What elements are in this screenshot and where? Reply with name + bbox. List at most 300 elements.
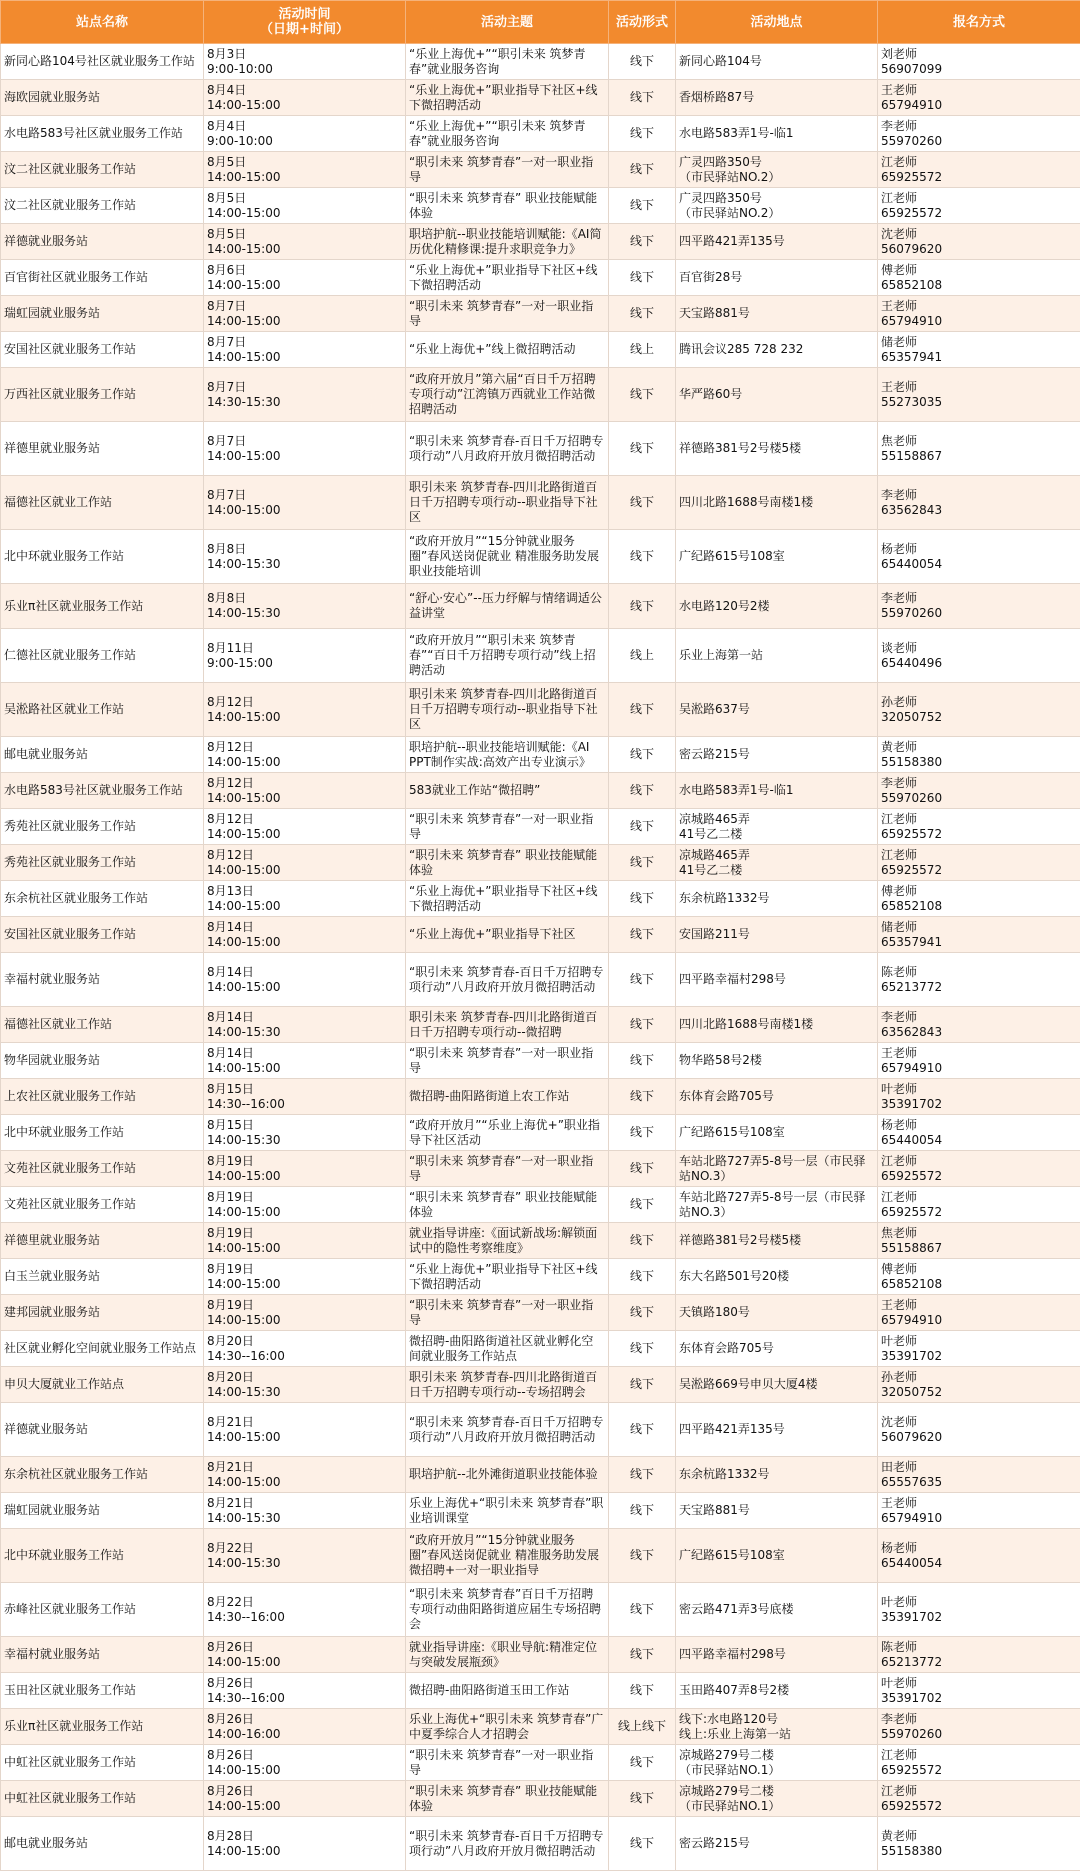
table-row	[1, 476, 1080, 530]
cell-activity-time: 8月5日 14:00-15:00	[204, 152, 406, 188]
cell-signup-method: 江老师 65925572	[878, 1151, 1080, 1187]
cell-activity-form: 线下	[609, 1079, 676, 1115]
table-row	[1, 1493, 1080, 1529]
cell-activity-place: 广灵四路350号 （市民驿站NO.2）	[676, 188, 878, 224]
cell-activity-theme: “职引未来 筑梦青春”一对一职业指导	[406, 1043, 609, 1079]
table-row	[1, 1529, 1080, 1583]
cell-activity-place: 密云路471弄3号底楼	[676, 1583, 878, 1637]
cell-activity-theme: “职引未来 筑梦青春” 职业技能赋能体验	[406, 188, 609, 224]
table-row	[1, 368, 1080, 422]
cell-activity-theme: “职引未来 筑梦青春”一对一职业指导	[406, 809, 609, 845]
cell-activity-theme: “职引未来 筑梦青春-百日千万招聘专项行动”八月政府开放月微招聘活动	[406, 953, 609, 1007]
cell-signup-method: 江老师 65925572	[878, 1781, 1080, 1817]
cell-activity-theme: 职引未来 筑梦青春-四川北路街道百日千万招聘专项行动--专场招聘会	[406, 1367, 609, 1403]
cell-activity-form: 线下	[609, 1295, 676, 1331]
table-row	[1, 260, 1080, 296]
cell-station-name: 建邦园就业服务站	[1, 1295, 204, 1331]
cell-activity-form: 线下	[609, 1457, 676, 1493]
cell-activity-place: 华严路60号	[676, 368, 878, 422]
cell-activity-time: 8月15日 14:30--16:00	[204, 1079, 406, 1115]
cell-signup-method: 傅老师 65852108	[878, 260, 1080, 296]
cell-station-name: 社区就业孵化空间就业服务工作站点	[1, 1331, 204, 1367]
cell-activity-time: 8月19日 14:00-15:00	[204, 1259, 406, 1295]
cell-activity-time: 8月26日 14:00-15:00	[204, 1637, 406, 1673]
cell-activity-form: 线下	[609, 296, 676, 332]
table-row	[1, 1295, 1080, 1331]
cell-activity-theme: 微招聘-曲阳路街道上农工作站	[406, 1079, 609, 1115]
cell-activity-form: 线下	[609, 809, 676, 845]
cell-activity-place: 车站北路727弄5-8号一层（市民驿站NO.3）	[676, 1187, 878, 1223]
cell-activity-theme: “职引未来 筑梦青春”一对一职业指导	[406, 1151, 609, 1187]
cell-activity-time: 8月12日 14:00-15:00	[204, 845, 406, 881]
cell-activity-place: 车站北路727弄5-8号一层（市民驿站NO.3）	[676, 1151, 878, 1187]
cell-activity-place: 四平路421弄135号	[676, 224, 878, 260]
cell-signup-method: 李老师 55970260	[878, 584, 1080, 629]
table-row	[1, 1331, 1080, 1367]
cell-activity-place: 凉城路465弄 41号乙二楼	[676, 845, 878, 881]
table-row	[1, 1079, 1080, 1115]
cell-activity-form: 线下	[609, 917, 676, 953]
table-row	[1, 116, 1080, 152]
cell-station-name: 安国社区就业服务工作站	[1, 332, 204, 368]
table-row	[1, 1259, 1080, 1295]
cell-activity-time: 8月7日 14:30-15:30	[204, 368, 406, 422]
cell-activity-theme: “政府开放月”第六届“百日千万招聘专项行动”江湾镇万西就业工作站微招聘活动	[406, 368, 609, 422]
cell-signup-method: 江老师 65925572	[878, 1187, 1080, 1223]
cell-signup-method: 江老师 65925572	[878, 845, 1080, 881]
cell-signup-method: 王老师 65794910	[878, 1493, 1080, 1529]
cell-activity-time: 8月19日 14:00-15:00	[204, 1223, 406, 1259]
cell-activity-form: 线下	[609, 1151, 676, 1187]
cell-station-name: 乐业π社区就业服务工作站	[1, 584, 204, 629]
cell-signup-method: 江老师 65925572	[878, 188, 1080, 224]
cell-activity-theme: 583就业工作站“微招聘”	[406, 773, 609, 809]
cell-activity-place: 腾讯会议285 728 232	[676, 332, 878, 368]
cell-signup-method: 江老师 65925572	[878, 809, 1080, 845]
cell-activity-theme: 微招聘-曲阳路街道社区就业孵化空间就业服务工作站点	[406, 1331, 609, 1367]
table-row	[1, 881, 1080, 917]
cell-station-name: 赤峰社区就业服务工作站	[1, 1583, 204, 1637]
table-body	[1, 44, 1080, 1871]
cell-activity-theme: “职引未来 筑梦青春”一对一职业指导	[406, 1295, 609, 1331]
cell-activity-theme: 就业指导讲座:《职业导航:精准定位与突破发展瓶颈》	[406, 1637, 609, 1673]
cell-activity-theme: 职培护航--职业技能培训赋能:《AI PPT制作实战:高效产出专业演示》	[406, 737, 609, 773]
cell-activity-form: 线下	[609, 1745, 676, 1781]
cell-activity-time: 8月14日 14:00-15:00	[204, 1043, 406, 1079]
cell-activity-theme: 乐业上海优+“职引未来 筑梦青春”广中夏季综合人才招聘会	[406, 1709, 609, 1745]
header-activity-place: 活动地点	[676, 1, 878, 44]
cell-signup-method: 孙老师 32050752	[878, 1367, 1080, 1403]
cell-activity-theme: “职引未来 筑梦青春-百日千万招聘专项行动”八月政府开放月微招聘活动	[406, 1817, 609, 1871]
cell-signup-method: 田老师 65557635	[878, 1457, 1080, 1493]
cell-station-name: 中虹社区就业服务工作站	[1, 1745, 204, 1781]
cell-activity-form: 线下	[609, 1187, 676, 1223]
header-activity-theme: 活动主题	[406, 1, 609, 44]
cell-activity-form: 线下	[609, 737, 676, 773]
cell-station-name: 水电路583号社区就业服务工作站	[1, 773, 204, 809]
table-row	[1, 809, 1080, 845]
cell-station-name: 祥德里就业服务站	[1, 1223, 204, 1259]
table-row	[1, 1457, 1080, 1493]
cell-activity-time: 8月4日 9:00-10:00	[204, 116, 406, 152]
cell-activity-theme: “职引未来 筑梦青春” 职业技能赋能体验	[406, 1187, 609, 1223]
cell-activity-place: 百官街28号	[676, 260, 878, 296]
cell-station-name: 秀苑社区就业服务工作站	[1, 809, 204, 845]
cell-activity-place: 水电路583弄1号-临1	[676, 773, 878, 809]
cell-activity-form: 线下	[609, 1007, 676, 1043]
cell-activity-place: 天宝路881号	[676, 296, 878, 332]
cell-activity-time: 8月7日 14:00-15:00	[204, 332, 406, 368]
cell-activity-form: 线下	[609, 1673, 676, 1709]
cell-station-name: 瑞虹园就业服务站	[1, 296, 204, 332]
cell-station-name: 吴淞路社区就业工作站	[1, 683, 204, 737]
cell-activity-form: 线上	[609, 629, 676, 683]
cell-activity-place: 四平路幸福村298号	[676, 1637, 878, 1673]
cell-activity-form: 线下	[609, 44, 676, 80]
table-row	[1, 1637, 1080, 1673]
cell-activity-form: 线下	[609, 1637, 676, 1673]
table-row	[1, 44, 1080, 80]
cell-signup-method: 沈老师 56079620	[878, 224, 1080, 260]
cell-activity-theme: “职引未来 筑梦青春-百日千万招聘专项行动”八月政府开放月微招聘活动	[406, 422, 609, 476]
table-row	[1, 683, 1080, 737]
cell-activity-form: 线下	[609, 224, 676, 260]
cell-signup-method: 叶老师 35391702	[878, 1583, 1080, 1637]
cell-activity-place: 密云路215号	[676, 1817, 878, 1871]
cell-activity-place: 水电路120号2楼	[676, 584, 878, 629]
table-row	[1, 1115, 1080, 1151]
cell-activity-time: 8月14日 14:00-15:30	[204, 1007, 406, 1043]
cell-activity-place: 天镇路180号	[676, 1295, 878, 1331]
cell-activity-place: 乐业上海第一站	[676, 629, 878, 683]
cell-signup-method: 李老师 55970260	[878, 116, 1080, 152]
cell-signup-method: 李老师 63562843	[878, 1007, 1080, 1043]
cell-signup-method: 叶老师 35391702	[878, 1331, 1080, 1367]
cell-activity-theme: 职培护航--北外滩街道职业技能体验	[406, 1457, 609, 1493]
cell-signup-method: 焦老师 55158867	[878, 422, 1080, 476]
cell-activity-form: 线下	[609, 188, 676, 224]
cell-activity-time: 8月26日 14:30--16:00	[204, 1673, 406, 1709]
cell-signup-method: 叶老师 35391702	[878, 1079, 1080, 1115]
cell-activity-place: 广纪路615号108室	[676, 1115, 878, 1151]
cell-activity-place: 四川北路1688号南楼1楼	[676, 1007, 878, 1043]
cell-activity-form: 线下	[609, 1223, 676, 1259]
cell-activity-place: 东体育会路705号	[676, 1331, 878, 1367]
cell-station-name: 祥德就业服务站	[1, 1403, 204, 1457]
cell-activity-form: 线下	[609, 1781, 676, 1817]
cell-station-name: 瑞虹园就业服务站	[1, 1493, 204, 1529]
table-row	[1, 1817, 1080, 1871]
cell-station-name: 白玉兰就业服务站	[1, 1259, 204, 1295]
table-row	[1, 152, 1080, 188]
cell-activity-form: 线下	[609, 1817, 676, 1871]
table-row	[1, 1151, 1080, 1187]
cell-station-name: 汶二社区就业服务工作站	[1, 188, 204, 224]
cell-activity-time: 8月28日 14:00-15:00	[204, 1817, 406, 1871]
cell-activity-form: 线下	[609, 1493, 676, 1529]
cell-activity-theme: “政府开放月”“15分钟就业服务圈”春风送岗促就业 精准服务助发展职业技能培训	[406, 530, 609, 584]
table-row	[1, 917, 1080, 953]
cell-station-name: 乐业π社区就业服务工作站	[1, 1709, 204, 1745]
table-row	[1, 224, 1080, 260]
cell-signup-method: 傅老师 65852108	[878, 881, 1080, 917]
cell-activity-theme: “乐业上海优+”“职引未来 筑梦青春”就业服务咨询	[406, 116, 609, 152]
cell-station-name: 幸福村就业服务站	[1, 953, 204, 1007]
cell-activity-time: 8月8日 14:00-15:30	[204, 530, 406, 584]
cell-activity-time: 8月12日 14:00-15:00	[204, 773, 406, 809]
header-row	[1, 1, 1080, 44]
cell-activity-theme: 职引未来 筑梦青春-四川北路街道百日千万招聘专项行动--微招聘	[406, 1007, 609, 1043]
cell-activity-form: 线下	[609, 260, 676, 296]
cell-station-name: 新同心路104号社区就业服务工作站	[1, 44, 204, 80]
cell-activity-form: 线下	[609, 683, 676, 737]
cell-activity-form: 线下	[609, 881, 676, 917]
cell-activity-place: 线下:水电路120号 线上:乐业上海第一站	[676, 1709, 878, 1745]
cell-station-name: 百官街社区就业服务工作站	[1, 260, 204, 296]
cell-activity-form: 线下	[609, 422, 676, 476]
cell-activity-theme: “政府开放月”“职引未来 筑梦青春”“百日千万招聘专项行动”线上招聘活动	[406, 629, 609, 683]
cell-signup-method: 储老师 65357941	[878, 332, 1080, 368]
cell-activity-place: 凉城路465弄 41号乙二楼	[676, 809, 878, 845]
cell-activity-place: 东大名路501号20楼	[676, 1259, 878, 1295]
cell-activity-form: 线下	[609, 1331, 676, 1367]
cell-activity-theme: 就业指导讲座:《面试新战场:解锁面试中的隐性考察维度》	[406, 1223, 609, 1259]
header-activity-form: 活动形式	[609, 1, 676, 44]
cell-activity-theme: 职培护航--职业技能培训赋能:《AI简历优化精修课:提升求职竞争力》	[406, 224, 609, 260]
cell-activity-time: 8月12日 14:00-15:00	[204, 809, 406, 845]
cell-activity-theme: “乐业上海优+”职业指导下社区	[406, 917, 609, 953]
cell-activity-theme: “乐业上海优+”职业指导下社区+线下微招聘活动	[406, 881, 609, 917]
cell-activity-theme: “乐业上海优+”职业指导下社区+线下微招聘活动	[406, 1259, 609, 1295]
cell-signup-method: 王老师 65794910	[878, 1043, 1080, 1079]
cell-signup-method: 黄老师 55158380	[878, 737, 1080, 773]
cell-activity-time: 8月13日 14:00-15:00	[204, 881, 406, 917]
cell-activity-place: 新同心路104号	[676, 44, 878, 80]
cell-activity-theme: “职引未来 筑梦青春” 职业技能赋能体验	[406, 845, 609, 881]
table-row	[1, 1187, 1080, 1223]
header-station-name: 站点名称	[1, 1, 204, 44]
cell-signup-method: 陈老师 65213772	[878, 953, 1080, 1007]
cell-activity-place: 东体育会路705号	[676, 1079, 878, 1115]
cell-activity-theme: 职引未来 筑梦青春-四川北路街道百日千万招聘专项行动--职业指导下社区	[406, 683, 609, 737]
cell-activity-theme: “乐业上海优+”职业指导下社区+线下微招聘活动	[406, 260, 609, 296]
table-row	[1, 1745, 1080, 1781]
cell-signup-method: 焦老师 55158867	[878, 1223, 1080, 1259]
cell-activity-time: 8月14日 14:00-15:00	[204, 917, 406, 953]
cell-activity-time: 8月12日 14:00-15:00	[204, 737, 406, 773]
table-row	[1, 188, 1080, 224]
table-row	[1, 80, 1080, 116]
cell-signup-method: 李老师 55970260	[878, 1709, 1080, 1745]
cell-signup-method: 江老师 65925572	[878, 1745, 1080, 1781]
cell-activity-time: 8月21日 14:00-15:00	[204, 1457, 406, 1493]
table-row	[1, 1583, 1080, 1637]
cell-signup-method: 江老师 65925572	[878, 152, 1080, 188]
cell-activity-theme: “舒心·安心”--压力纾解与情绪调适公益讲堂	[406, 584, 609, 629]
cell-signup-method: 傅老师 65852108	[878, 1259, 1080, 1295]
cell-signup-method: 李老师 55970260	[878, 773, 1080, 809]
cell-station-name: 文苑社区就业服务工作站	[1, 1151, 204, 1187]
cell-station-name: 玉田社区就业服务工作站	[1, 1673, 204, 1709]
cell-station-name: 北中环就业服务工作站	[1, 1529, 204, 1583]
table-row	[1, 1673, 1080, 1709]
cell-activity-form: 线下	[609, 584, 676, 629]
cell-signup-method: 沈老师 56079620	[878, 1403, 1080, 1457]
cell-station-name: 北中环就业服务工作站	[1, 530, 204, 584]
cell-activity-place: 安国路211号	[676, 917, 878, 953]
cell-activity-place: 凉城路279号二楼 （市民驿站NO.1）	[676, 1745, 878, 1781]
cell-activity-form: 线下	[609, 476, 676, 530]
cell-station-name: 福德社区就业工作站	[1, 476, 204, 530]
cell-activity-form: 线下	[609, 845, 676, 881]
cell-activity-time: 8月21日 14:00-15:30	[204, 1493, 406, 1529]
cell-activity-place: 水电路583弄1号-临1	[676, 116, 878, 152]
table-row	[1, 737, 1080, 773]
cell-activity-theme: “政府开放月”“乐业上海优+”职业指导下社区活动	[406, 1115, 609, 1151]
cell-activity-place: 密云路215号	[676, 737, 878, 773]
table-row	[1, 422, 1080, 476]
cell-activity-time: 8月4日 14:00-15:00	[204, 80, 406, 116]
cell-station-name: 福德社区就业工作站	[1, 1007, 204, 1043]
cell-signup-method: 杨老师 65440054	[878, 1529, 1080, 1583]
table-row	[1, 1709, 1080, 1745]
cell-activity-theme: “职引未来 筑梦青春-百日千万招聘专项行动”八月政府开放月微招聘活动	[406, 1403, 609, 1457]
cell-activity-theme: “乐业上海优+”职业指导下社区+线下微招聘活动	[406, 80, 609, 116]
cell-activity-form: 线下	[609, 368, 676, 422]
cell-activity-place: 物华路58号2楼	[676, 1043, 878, 1079]
cell-station-name: 上农社区就业服务工作站	[1, 1079, 204, 1115]
cell-station-name: 仁德社区就业服务工作站	[1, 629, 204, 683]
cell-station-name: 安国社区就业服务工作站	[1, 917, 204, 953]
cell-activity-form: 线下	[609, 116, 676, 152]
cell-activity-time: 8月21日 14:00-15:00	[204, 1403, 406, 1457]
cell-activity-place: 四平路421弄135号	[676, 1403, 878, 1457]
cell-signup-method: 王老师 65794910	[878, 296, 1080, 332]
cell-activity-form: 线下	[609, 1529, 676, 1583]
cell-activity-time: 8月26日 14:00-15:00	[204, 1781, 406, 1817]
cell-activity-place: 吴淞路637号	[676, 683, 878, 737]
cell-activity-time: 8月7日 14:00-15:00	[204, 422, 406, 476]
cell-signup-method: 储老师 65357941	[878, 917, 1080, 953]
cell-activity-time: 8月5日 14:00-15:00	[204, 224, 406, 260]
cell-activity-time: 8月19日 14:00-15:00	[204, 1151, 406, 1187]
table-row	[1, 332, 1080, 368]
cell-activity-place: 祥德路381号2号楼5楼	[676, 1223, 878, 1259]
cell-activity-time: 8月20日 14:30--16:00	[204, 1331, 406, 1367]
cell-activity-time: 8月19日 14:00-15:00	[204, 1187, 406, 1223]
cell-station-name: 邮电就业服务站	[1, 737, 204, 773]
cell-activity-form: 线下	[609, 80, 676, 116]
cell-activity-form: 线下	[609, 1403, 676, 1457]
cell-signup-method: 王老师 65794910	[878, 80, 1080, 116]
table-row	[1, 1043, 1080, 1079]
cell-signup-method: 李老师 63562843	[878, 476, 1080, 530]
header-signup-method: 报名方式	[878, 1, 1080, 44]
cell-activity-time: 8月7日 14:00-15:00	[204, 476, 406, 530]
table-row	[1, 1781, 1080, 1817]
cell-station-name: 物华园就业服务站	[1, 1043, 204, 1079]
cell-station-name: 北中环就业服务工作站	[1, 1115, 204, 1151]
cell-activity-form: 线上线下	[609, 1709, 676, 1745]
table-row	[1, 584, 1080, 629]
cell-activity-place: 广纪路615号108室	[676, 530, 878, 584]
cell-activity-time: 8月7日 14:00-15:00	[204, 296, 406, 332]
cell-activity-form: 线上	[609, 332, 676, 368]
cell-station-name: 万西社区就业服务工作站	[1, 368, 204, 422]
cell-activity-place: 东余杭路1332号	[676, 1457, 878, 1493]
cell-signup-method: 王老师 65794910	[878, 1295, 1080, 1331]
table-row	[1, 845, 1080, 881]
cell-station-name: 水电路583号社区就业服务工作站	[1, 116, 204, 152]
cell-station-name: 海欧园就业服务站	[1, 80, 204, 116]
cell-signup-method: 黄老师 55158380	[878, 1817, 1080, 1871]
cell-activity-form: 线下	[609, 1043, 676, 1079]
cell-activity-theme: “职引未来 筑梦青春”一对一职业指导	[406, 152, 609, 188]
table-row	[1, 1007, 1080, 1043]
cell-signup-method: 刘老师 56907099	[878, 44, 1080, 80]
cell-signup-method: 王老师 55273035	[878, 368, 1080, 422]
table-row	[1, 530, 1080, 584]
table-row	[1, 1403, 1080, 1457]
cell-station-name: 邮电就业服务站	[1, 1817, 204, 1871]
cell-activity-place: 四平路幸福村298号	[676, 953, 878, 1007]
cell-signup-method: 孙老师 32050752	[878, 683, 1080, 737]
table-row	[1, 1367, 1080, 1403]
cell-activity-form: 线下	[609, 1583, 676, 1637]
cell-activity-form: 线下	[609, 1367, 676, 1403]
cell-activity-form: 线下	[609, 152, 676, 188]
cell-activity-time: 8月26日 14:00-15:00	[204, 1745, 406, 1781]
cell-activity-form: 线下	[609, 1259, 676, 1295]
cell-activity-place: 吴淞路669号申贝大厦4楼	[676, 1367, 878, 1403]
cell-activity-time: 8月12日 14:00-15:00	[204, 683, 406, 737]
cell-activity-time: 8月14日 14:00-15:00	[204, 953, 406, 1007]
cell-station-name: 东余杭社区就业服务工作站	[1, 881, 204, 917]
table-row	[1, 773, 1080, 809]
cell-activity-place: 广纪路615号108室	[676, 1529, 878, 1583]
cell-activity-theme: 微招聘-曲阳路街道玉田工作站	[406, 1673, 609, 1709]
cell-station-name: 祥德就业服务站	[1, 224, 204, 260]
cell-activity-place: 玉田路407弄8号2楼	[676, 1673, 878, 1709]
cell-activity-time: 8月22日 14:00-15:30	[204, 1529, 406, 1583]
cell-activity-form: 线下	[609, 953, 676, 1007]
cell-activity-time: 8月19日 14:00-15:00	[204, 1295, 406, 1331]
cell-activity-place: 香烟桥路87号	[676, 80, 878, 116]
cell-station-name: 汶二社区就业服务工作站	[1, 152, 204, 188]
cell-station-name: 幸福村就业服务站	[1, 1637, 204, 1673]
cell-station-name: 东余杭社区就业服务工作站	[1, 1457, 204, 1493]
cell-activity-time: 8月5日 14:00-15:00	[204, 188, 406, 224]
cell-activity-time: 8月8日 14:00-15:30	[204, 584, 406, 629]
cell-activity-time: 8月26日 14:00-16:00	[204, 1709, 406, 1745]
cell-activity-place: 天宝路881号	[676, 1493, 878, 1529]
cell-activity-theme: 乐业上海优+“职引未来 筑梦青春”职业培训课堂	[406, 1493, 609, 1529]
cell-activity-theme: “职引未来 筑梦青春”一对一职业指导	[406, 296, 609, 332]
cell-signup-method: 陈老师 65213772	[878, 1637, 1080, 1673]
cell-signup-method: 杨老师 65440054	[878, 530, 1080, 584]
cell-activity-time: 8月15日 14:00-15:30	[204, 1115, 406, 1151]
cell-activity-place: 祥德路381号2号楼5楼	[676, 422, 878, 476]
cell-activity-time: 8月3日 9:00-10:00	[204, 44, 406, 80]
cell-activity-time: 8月22日 14:30--16:00	[204, 1583, 406, 1637]
cell-activity-place: 广灵四路350号 （市民驿站NO.2）	[676, 152, 878, 188]
cell-activity-theme: “职引未来 筑梦青春”百日千万招聘专项行动曲阳路街道应届生专场招聘会	[406, 1583, 609, 1637]
table-row	[1, 296, 1080, 332]
cell-activity-theme: “乐业上海优+”线上微招聘活动	[406, 332, 609, 368]
cell-activity-form: 线下	[609, 530, 676, 584]
cell-activity-time: 8月11日 9:00-15:00	[204, 629, 406, 683]
cell-activity-place: 东余杭路1332号	[676, 881, 878, 917]
